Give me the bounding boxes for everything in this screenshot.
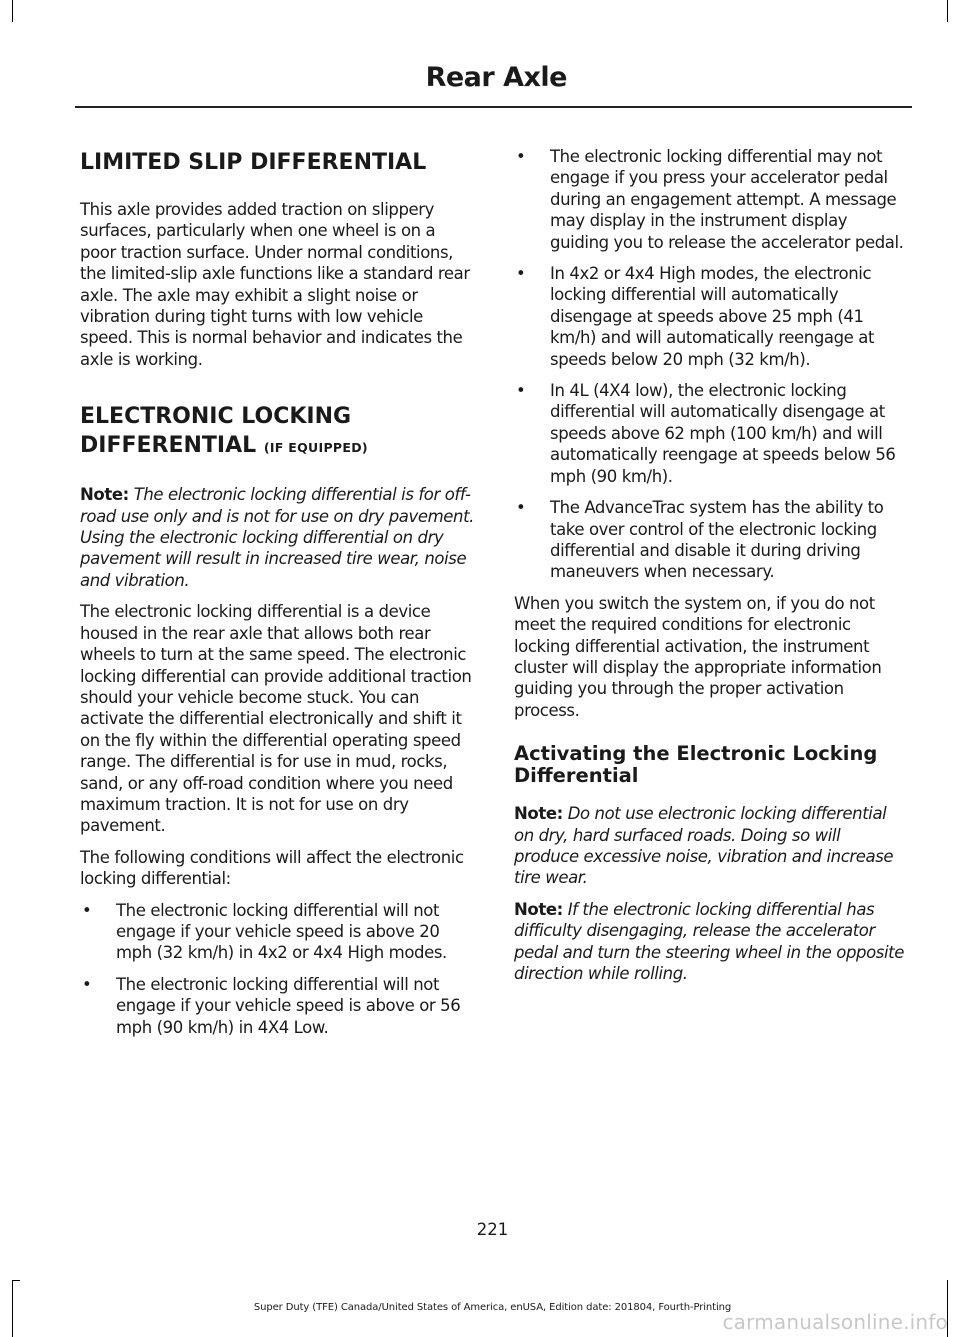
crop-mark-bottom-left-h [12, 1280, 20, 1281]
list-item [80, 900, 475, 964]
list-item-text: In 4x2 or 4x4 High modes, the electronic locking differential will automatically disengage at speeds above 25 mph (41 km/h) and will automatically reengage at speeds below 20 mph (32 km/h). [550, 264, 875, 369]
bullet: • [82, 900, 92, 920]
footer-edition: Super Duty (TFE) Canada/United States of America, enUSA, Edition date: 201804, Fourth-Printing [253, 1302, 732, 1313]
list-item-text: The electronic locking differential will not engage if your vehicle speed is above 20 mph (32 km/h) in 4x2 or 4x4 High modes. [116, 900, 447, 963]
list-item-text: In 4L (4X4 low), the electronic locking differential will automatically disengage at speeds above 62 mph (100 km/h) and will automatically reengage at speeds below 56 mph (90 km/h). [550, 381, 896, 486]
note-label: Note: [514, 804, 563, 824]
note-text: The electronic locking differential is for off-road use only and is not for use on dry pavement. Using the electronic locking differential on dry pavement will result in increased tire wear, noise and vibration. [80, 485, 475, 590]
heading-suffix: (IF EQUIPPED) [263, 440, 368, 456]
note-text: If the electronic locking differential has difficulty disengaging, release the accelerator pedal and turn the steering wheel in the opposite direction while rolling. [514, 899, 905, 983]
note-text: Do not use electronic locking differential on dry, hard surfaced roads. Doing so will produce excessive noise, vibration and increase tire wear. [514, 804, 894, 888]
note-offroad [80, 484, 475, 591]
right-column [514, 146, 909, 994]
bullet: • [516, 264, 526, 284]
page-number: 221 [476, 1220, 509, 1239]
conditions-list-right [514, 146, 909, 583]
note-label: Note: [80, 485, 129, 505]
list-item [514, 263, 909, 370]
list-item [514, 146, 909, 253]
conditions-list-left [80, 900, 475, 1038]
watermark: carmanualsonline.info [722, 1310, 948, 1334]
left-column [80, 148, 475, 1048]
list-item-text: The electronic locking differential may not engage if you press your accelerator pedal during an engagement attempt. A message may display in the instrument display guiding you to release the accelerator pedal. [550, 147, 904, 252]
section-heading-electronic-locking [80, 402, 475, 462]
paragraph-limited-slip: This axle provides added traction on slippery surfaces, particularly when one wheel is on a poor traction surface. Under normal conditions, the limited-slip axle functions like a standard rear axle. The axle may exhibit a slight noise or vibration during tight turns with low vehicle speed. This is normal behavior and indicates the axle is working. [80, 200, 470, 369]
crop-mark-top-right-v [947, 0, 948, 22]
note-dry-roads [514, 803, 909, 889]
note-disengaging [514, 899, 909, 985]
list-item-text: The AdvanceTrac system has the ability to take over control of the electronic locking differential and disable it during driving maneuvers when necessary. [550, 498, 884, 582]
list-item [80, 974, 475, 1038]
bullet: • [516, 147, 526, 166]
header-divider [75, 106, 912, 108]
bullet: • [82, 974, 92, 994]
paragraph-conditions-intro: The following conditions will affect the electronic locking differential: [80, 847, 464, 889]
section-heading-limited-slip: LIMITED SLIP DIFFERENTIAL [80, 150, 427, 175]
crop-mark-top-left-v [12, 0, 13, 22]
subsection-heading-activating: Activating the Electronic Locking Differential [514, 742, 878, 788]
list-item-text: The electronic locking differential will not engage if your vehicle speed is above or 56 mph (90 km/h) in 4X4 Low. [116, 974, 461, 1037]
paragraph-activation-info: When you switch the system on, if you do not meet the required conditions for electronic locking differential activation, the instrument cluster will display the appropriate information guiding you through the proper activation process. [514, 593, 882, 720]
page-title: Rear Axle [425, 62, 567, 93]
list-item [514, 380, 909, 487]
heading-line-1: ELECTRONIC LOCKING [80, 404, 352, 430]
list-item [514, 497, 909, 583]
bullet: • [516, 381, 526, 401]
paragraph-device-description: The electronic locking differential is a device housed in the rear axle that allows both rear wheels to turn at the same speed. The electronic locking differential can provide additional traction should your vehicle become stuck. You can activate the differential electronically and shift it on the fly within the differential operating speed range. The differential is for use in mud, rocks, sand, or any off-road condition where you need maximum traction. It is not for use on dry pavement. [80, 602, 472, 836]
bullet: • [516, 498, 526, 518]
note-label: Note: [514, 899, 563, 919]
heading-line-2: DIFFERENTIAL [80, 433, 257, 459]
